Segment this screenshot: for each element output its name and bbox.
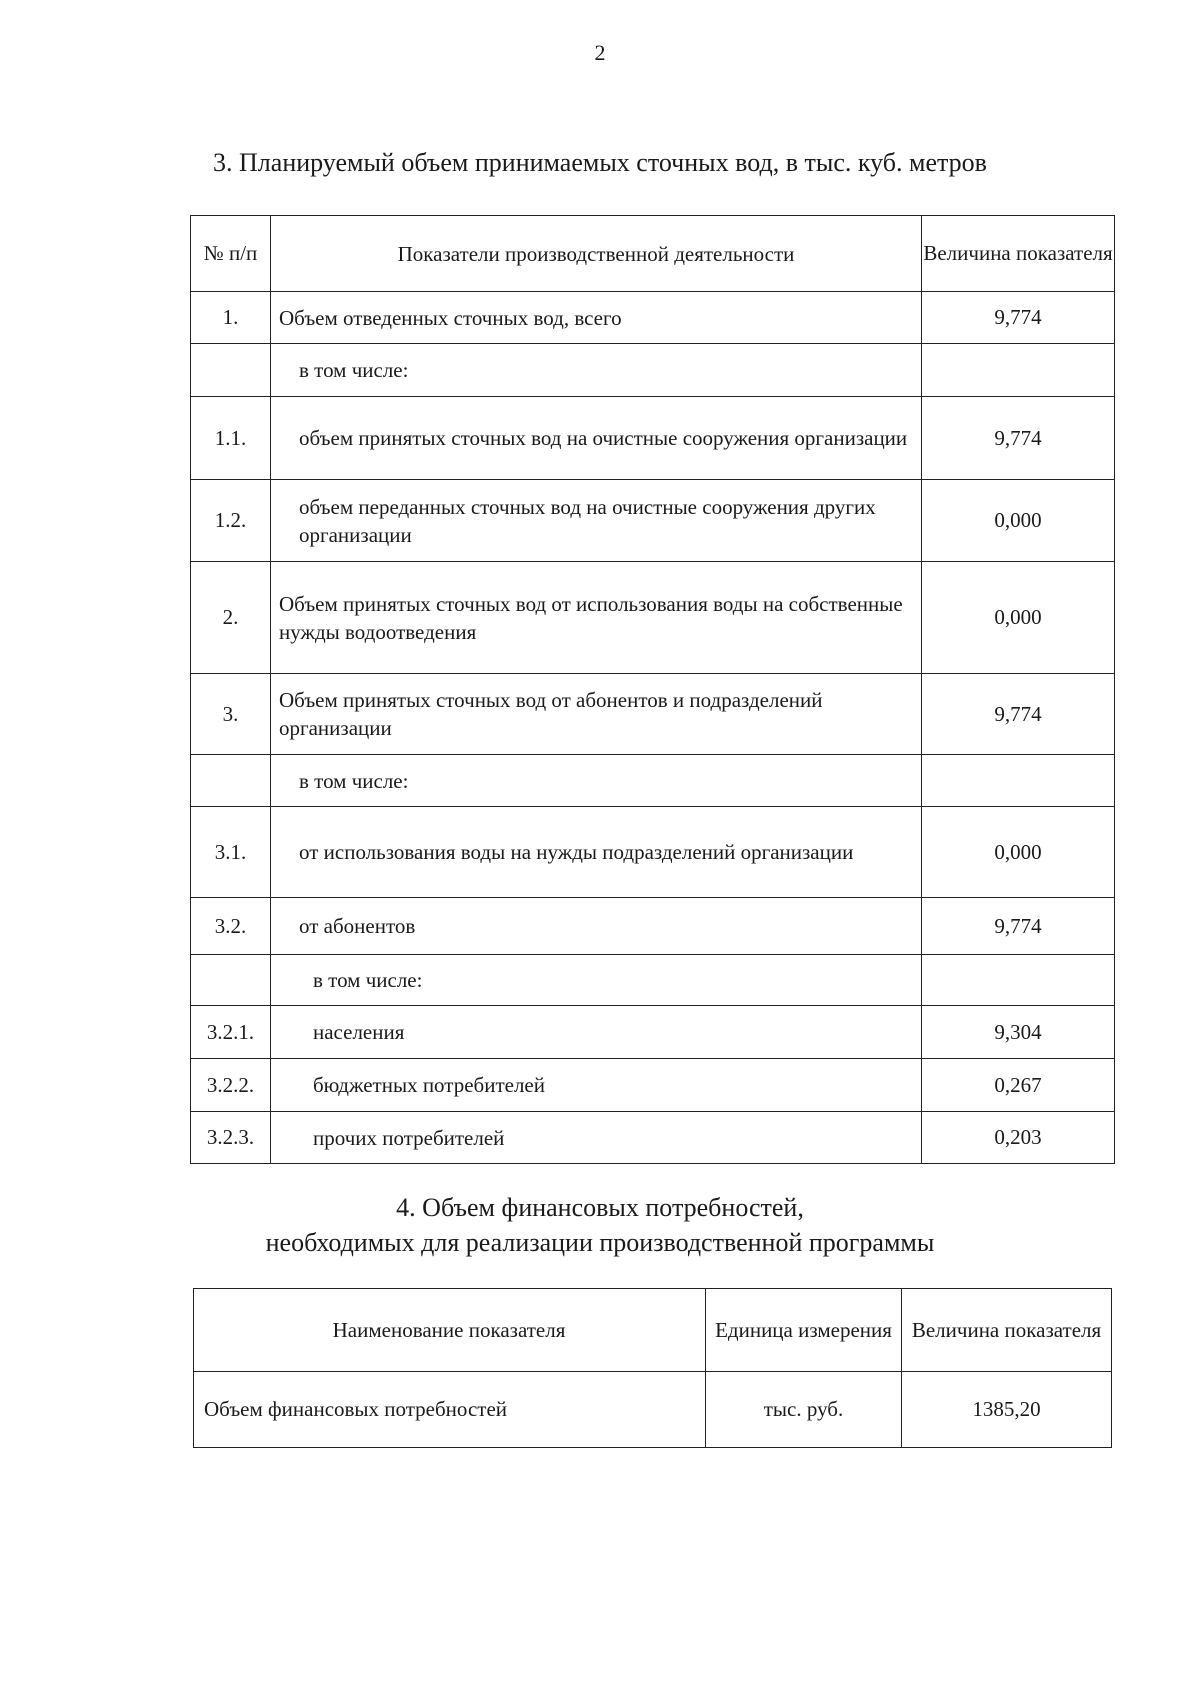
row-number: 3.2. bbox=[191, 898, 271, 955]
row-number bbox=[191, 955, 271, 1006]
row-indicator: объем принятых сточных вод на очистные сооружения организации bbox=[271, 397, 922, 480]
row-value bbox=[922, 955, 1115, 1006]
financial-needs-table bbox=[193, 1288, 1112, 1448]
row-value bbox=[922, 755, 1115, 807]
row-number: 3.2.3. bbox=[191, 1112, 271, 1164]
row-number: 1.1. bbox=[191, 397, 271, 480]
row-value: 9,774 bbox=[922, 674, 1115, 755]
row-number: 1.2. bbox=[191, 480, 271, 562]
table-header-row bbox=[191, 216, 1115, 292]
header-indicator: Показатели производственной деятельности bbox=[271, 216, 922, 292]
row-indicator: в том числе: bbox=[271, 344, 922, 397]
section-4-title-line1: 4. Объем финансовых потребностей, bbox=[396, 1193, 804, 1222]
header-name: Наименование показателя bbox=[194, 1289, 706, 1372]
table-row bbox=[191, 755, 1115, 807]
row-value: 0,000 bbox=[922, 562, 1115, 674]
page-number: 2 bbox=[594, 40, 606, 65]
row-number: 2. bbox=[191, 562, 271, 674]
table-row bbox=[191, 1006, 1115, 1059]
table-row bbox=[191, 1112, 1115, 1164]
table-row bbox=[191, 344, 1115, 397]
row-value: 9,304 bbox=[922, 1006, 1115, 1059]
row-value: 9,774 bbox=[922, 397, 1115, 480]
row-number: 3.2.2. bbox=[191, 1059, 271, 1112]
row-indicator: Объем отведенных сточных вод, всего bbox=[271, 292, 922, 344]
row-number: 1. bbox=[191, 292, 271, 344]
row-unit: тыс. руб. bbox=[706, 1372, 902, 1448]
row-number: 3. bbox=[191, 674, 271, 755]
table-row bbox=[191, 292, 1115, 344]
row-indicator: Объем принятых сточных вод от абонентов и подразделений организации bbox=[271, 674, 922, 755]
header-value: Величина показателя bbox=[902, 1289, 1112, 1372]
table-row bbox=[191, 674, 1115, 755]
table-header-row bbox=[194, 1289, 1112, 1372]
row-value: 0,203 bbox=[922, 1112, 1115, 1164]
row-number bbox=[191, 755, 271, 807]
row-value: 0,267 bbox=[922, 1059, 1115, 1112]
row-indicator: в том числе: bbox=[271, 955, 922, 1006]
row-value: 0,000 bbox=[922, 480, 1115, 562]
row-value: 0,000 bbox=[922, 807, 1115, 898]
row-indicator: Объем принятых сточных вод от использования воды на собственные нужды водоотведения bbox=[271, 562, 922, 674]
row-indicator: от абонентов bbox=[271, 898, 922, 955]
section-3-title: 3. Планируемый объем принимаемых сточных вод, в тыс. куб. метров bbox=[213, 148, 987, 177]
table-row bbox=[191, 1059, 1115, 1112]
row-number: 3.1. bbox=[191, 807, 271, 898]
header-number: № п/п bbox=[191, 216, 271, 292]
row-indicator: населения bbox=[271, 1006, 922, 1059]
row-indicator: от использования воды на нужды подразделений организации bbox=[271, 807, 922, 898]
row-indicator: в том числе: bbox=[271, 755, 922, 807]
row-name: Объем финансовых потребностей bbox=[194, 1372, 706, 1448]
row-value bbox=[922, 344, 1115, 397]
row-value: 1385,20 bbox=[902, 1372, 1112, 1448]
row-number: 3.2.1. bbox=[191, 1006, 271, 1059]
table-row bbox=[194, 1372, 1112, 1448]
table-row bbox=[191, 807, 1115, 898]
table-row bbox=[191, 397, 1115, 480]
table-row bbox=[191, 898, 1115, 955]
table-row bbox=[191, 562, 1115, 674]
header-unit: Единица измерения bbox=[706, 1289, 902, 1372]
row-indicator: бюджетных потребителей bbox=[271, 1059, 922, 1112]
row-indicator: объем переданных сточных вод на очистные сооружения других организации bbox=[271, 480, 922, 562]
row-number bbox=[191, 344, 271, 397]
row-value: 9,774 bbox=[922, 898, 1115, 955]
row-indicator: прочих потребителей bbox=[271, 1112, 922, 1164]
section-4-title-line2: необходимых для реализации производственной программы bbox=[265, 1228, 935, 1257]
table-row bbox=[191, 955, 1115, 1006]
section-4-title bbox=[0, 1190, 1200, 1260]
row-value: 9,774 bbox=[922, 292, 1115, 344]
header-value: Величина показателя bbox=[922, 216, 1115, 292]
table-row bbox=[191, 480, 1115, 562]
wastewater-volume-table bbox=[190, 215, 1115, 1164]
